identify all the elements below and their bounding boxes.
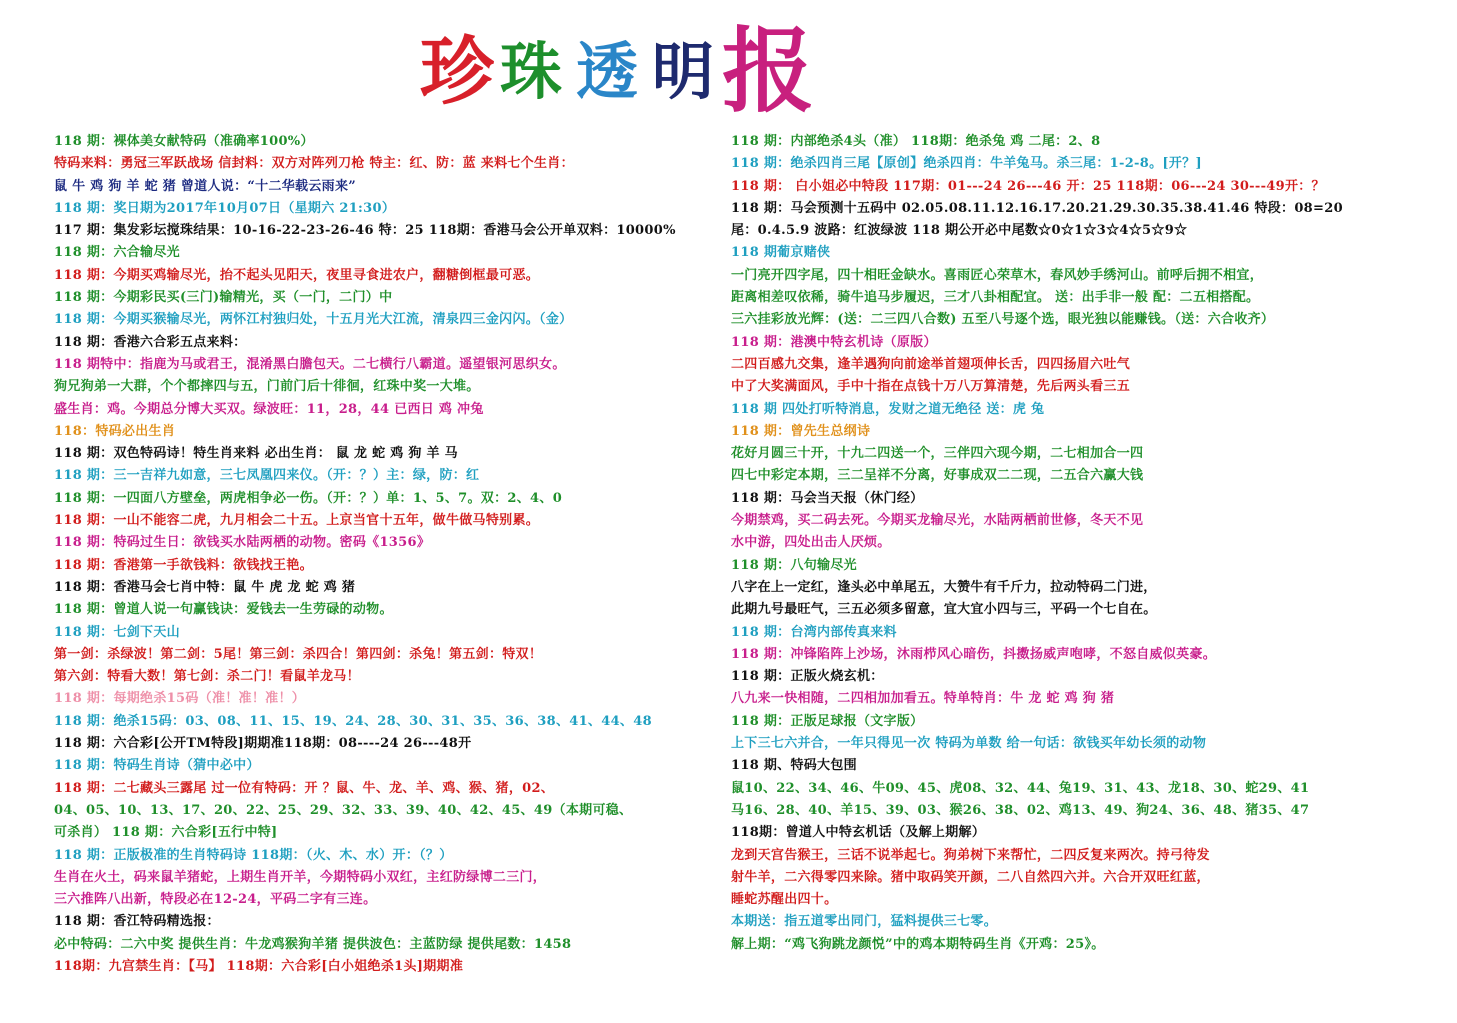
right-line-8: 距离相差叹依稀，骑牛追马步履迟，三才八卦相配宜。 送：出手非一般 配：二五相搭配。	[731, 290, 1260, 306]
right-line-33: 龙到天宫告猴王，三话不说举起七。狗弟树下来帮忙，二四反复来两次。持弓待发	[731, 847, 1210, 863]
left-line-15: 118 期：双色特码诗！特生肖来料 必出生肖： 鼠 龙 蛇 鸡 狗 羊 马	[54, 446, 458, 462]
newspaper-title	[420, 18, 815, 125]
right-line-35: 睡蛇苏醒出四十。	[731, 892, 838, 908]
left-line-26: 118 期：每期绝杀15码（准！准！准！）	[54, 691, 306, 707]
right-line-13: 118 期 四处打听特消息，发财之道无绝径 送：虎 兔	[731, 401, 1045, 417]
left-line-6: 118 期：六合输尽光	[54, 245, 180, 261]
left-line-17: 118 期：一四面八方壁垒，两虎相争必一伤。（开：？）单：1、5、7。双：2、4、0	[54, 490, 563, 506]
left-line-10: 118 期：香港六合彩五点来料：	[54, 334, 247, 350]
right-line-10: 118 期：港澳中特玄机诗（原版）	[731, 334, 937, 350]
left-line-28: 118 期：六合彩[公开TM特段]期期准118期：08----24 26---48开	[54, 736, 472, 752]
right-line-14: 118 期：曾先生总纲诗	[731, 423, 871, 439]
left-line-29: 118 期：特码生肖诗（猜中必中）	[54, 758, 260, 774]
right-line-1: 118 期：内部绝杀4头（准） 118期：绝杀兔 鸡 二尾：2、8	[731, 134, 1101, 149]
right-line-17: 118 期：马会当天报（休门经）	[731, 490, 924, 506]
left-line-23: 118 期：七剑下天山	[54, 624, 180, 640]
left-line-36: 118 期：香江特码精选报：	[54, 914, 220, 930]
title-char-2: 珠	[500, 35, 563, 108]
left-line-4: 118 期：奖日期为2017年10月07日（星期六 21:30）	[54, 200, 396, 216]
right-line-6: 118 期葡京赌侠	[731, 245, 831, 261]
title-char-1: 珍	[420, 29, 494, 115]
left-line-30: 118 期：二七藏头三露尾 过一位有特码：开 ？鼠、牛、龙、羊、鸡、猴、猪，02、	[54, 780, 555, 796]
title-char-3: 透	[576, 35, 639, 108]
left-line-5: 117 期：集发彩坛搅珠结果：10-16-22-23-26-46 特：25 118期：香港马会公开单双料：10000%	[54, 223, 676, 239]
left-line-1: 118 期：裸体美女献特码（准确率100%）	[54, 134, 314, 149]
left-line-21: 118 期：香港马会七肖中特：鼠 牛 虎 龙 蛇 鸡 猪	[54, 579, 356, 595]
left-line-12: 狗兄狗弟一大群，个个都摔四与五，门前门后十徘徊，红珠中奖一大堆。	[54, 379, 480, 395]
title-char-5: 报	[722, 18, 815, 125]
right-line-36: 本期送：指五道零出同门，猛料提供三七零。	[731, 914, 998, 930]
right-line-11: 二四百感九交集，逢羊遇狗向前途举首翅项伸长舌，四四扬眉六吐气	[731, 356, 1131, 372]
right-line-28: 上下三七六并合，一年只得见一次 特码为单数 给一句话：欲钱买年幼长须的动物	[731, 736, 1207, 752]
right-line-20: 118 期：八句输尽光	[731, 557, 857, 573]
left-line-38: 118期：九宫禁生肖：【马】 118期：六合彩[白小姐绝杀1头]期期准	[54, 958, 464, 974]
left-line-32: 可杀肖） 118 期：六合彩[五行中特]	[54, 825, 278, 841]
title-char-4: 明	[652, 35, 715, 108]
right-line-32: 118期：曾道人中特玄机话（及解上期解）	[731, 825, 986, 841]
right-line-15: 花好月圆三十开，十九二四送一个，三伴四六现今期，二七相加合一四	[731, 446, 1144, 462]
left-line-8: 118 期：今期彩民买(三门)输精光，买（一门，二门）中	[54, 290, 393, 306]
left-line-27: 118 期：绝杀15码：03、08、11、15、19、24、28、30、31、35、36、38、41、44、48	[54, 713, 652, 729]
left-line-13: 盛生肖：鸡。今期总分博大买双。绿波旺：11，28，44 已西日 鸡 冲兔	[54, 401, 484, 417]
right-line-23: 118 期：台湾内部传真来料	[731, 624, 897, 640]
left-line-34: 生肖在火土，码来鼠羊猪蛇，上期生肖开羊，今期特码小双红，主红防绿博二三门，	[54, 869, 547, 885]
right-line-9: 三六挂彩放光辉：(送：二三四八合数) 五至八号逐个选，眼光独以能赚钱。（送：六合收齐）	[731, 312, 1275, 328]
left-line-7: 118 期：今期买鸡输尽光，抬不起头见阳天，夜里寻食进农户，翻糖倒框最可恶。	[54, 267, 540, 283]
right-line-16: 四七中彩定本期，三二呈祥不分离，好事成双二二现，二五合六赢大钱	[731, 468, 1144, 484]
right-line-2: 118 期：绝杀四肖三尾【原创】绝杀四肖：牛羊兔马。杀三尾：1-2-8。[开？]	[731, 156, 1202, 172]
left-line-35: 三六推阵八出新，特段必在12-24，平码二字有三连。	[54, 892, 377, 908]
right-line-24: 118 期：冲锋陷阵上沙场，沐雨栉风心暗伤，抖擞扬威声咆哮，不怒自威似英豪。	[731, 646, 1217, 662]
right-line-30: 鼠10、22、34、46、牛09、45、虎08、32、44、兔19、31、43、龙18、30、蛇29、41	[731, 780, 1310, 796]
right-line-25: 118 期：正版火烧玄机：	[731, 669, 884, 685]
left-line-37: 必中特码：二六中奖 提供生肖：牛龙鸡猴狗羊猪 提供波色：主蓝防绿 提供尾数：1458	[54, 936, 572, 952]
left-line-19: 118 期：特码过生日：欲钱买水陆两栖的动物。密码《1356》	[54, 535, 431, 551]
right-line-29: 118 期、特码大包围	[731, 758, 857, 774]
right-line-34: 射牛羊，二六得零四来除。猪中取码笑开颜，二八自然四六并。六合开双旺红蓝，	[731, 869, 1210, 885]
left-line-14: 118：特码必出生肖	[54, 423, 176, 439]
right-line-21: 八字在上一定红，逢头必中单尾五，大赞牛有千斤力，拉动特码二门进，	[731, 579, 1157, 595]
right-line-22: 此期九号最旺气，三五必须多留意，宜大宜小四与三，平码一个七自在。	[731, 602, 1157, 618]
right-line-7: 一门亮开四字尾，四十相旺金缺水。喜雨匠心荣草木，春风妙手绣河山。前呼后拥不相宜，	[731, 267, 1264, 283]
left-line-22: 118 期：曾道人说一句赢钱诀：爱钱去一生劳碌的动物。	[54, 602, 393, 618]
left-line-31: 04、05、10、13、17、20、22、25、29、32、33、39、40、42、45、49（本期可稳、	[54, 802, 633, 818]
right-line-4: 118 期：马会预测十五码中 02.05.08.11.12.16.17.20.21.29.30.35.38.41.46 特段：08=20	[731, 200, 1343, 216]
left-line-20: 118 期：香港第一手欲钱料：欲钱找王艳。	[54, 557, 313, 573]
right-line-27: 118 期：正版足球报（文字版）	[731, 713, 924, 729]
left-line-25: 第六剑：特看大数！第七剑：杀二门！看鼠羊龙马！	[54, 669, 360, 685]
right-line-19: 水中游，四处出击人厌烦。	[731, 535, 891, 551]
right-column	[731, 131, 1421, 956]
right-line-26: 八九来一快相随，二四相加加看五。特单特肖：牛 龙 蛇 鸡 狗 猪	[731, 691, 1115, 707]
right-line-5: 尾：0.4.5.9 波路：红波绿波 118 期公开必中尾数☆0☆1☆3☆4☆5☆9☆	[731, 223, 1188, 239]
right-line-18: 今期禁鸡，买二码去死。今期买龙输尽光，水陆两栖前世修，冬天不见	[731, 513, 1144, 529]
right-line-12: 中了大奖满面风，手中十指在点钱十万八万算清楚，先后两头看三五	[731, 379, 1131, 395]
left-column	[54, 131, 704, 978]
left-line-18: 118 期：一山不能容二虎，九月相会二十五。上京当官十五年，做牛做马特别累。	[54, 513, 540, 529]
left-line-3: 鼠 牛 鸡 狗 羊 蛇 猪 曾道人说：“十二华载云雨来”	[54, 178, 357, 194]
right-line-31: 马16、28、40、羊15、39、03、猴26、38、02、鸡13、49、狗24、36、48、猪35、47	[731, 802, 1310, 818]
right-line-3: 118 期： 白小姐必中特段 117期：01---24 26---46 开：25 118期：06---24 30---49开：？	[731, 178, 1325, 194]
right-line-37: 解上期：“鸡飞狗跳龙颜悦”中的鸡本期特码生肖《开鸡：25》。	[731, 936, 1105, 952]
left-line-9: 118 期：今期买猴输尽光，两怀江村独归处，十五月光大江流，清泉四三金闪闪。（金）	[54, 312, 573, 328]
left-line-11: 118 期特中：指鹿为马或君王，混淆黑白膽包天。二七横行八霸道。遥望银河思织女。	[54, 356, 566, 372]
left-line-2: 特码来料：勇冠三军跃战场 信封料：双方对阵列刀枪 特主：红、防：蓝 来料七个生肖：	[54, 156, 574, 172]
left-line-16: 118 期：三一吉祥九如意，三七凤凰四来仪。（开：？）主：绿，防：红	[54, 468, 480, 484]
left-line-24: 第一剑：杀绿波！第二剑：5尾！第三剑：杀四合！第四剑：杀兔！第五剑：特双！	[54, 646, 543, 662]
left-line-33: 118 期：正版极准的生肖特码诗 118期：（火、木、水）开：（？）	[54, 847, 453, 863]
